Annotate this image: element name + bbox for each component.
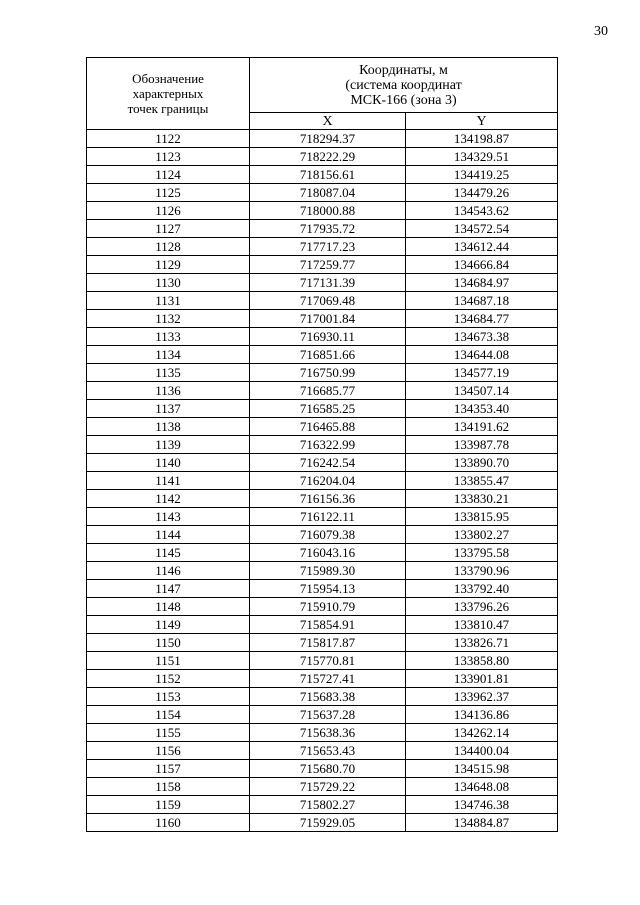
table-row [87,454,558,472]
table-row [87,616,558,634]
x-coordinate-cell: 717717.23 [250,238,406,256]
x-coordinate-cell: 718294.37 [250,130,406,148]
table-row [87,364,558,382]
table-row [87,508,558,526]
table-body [87,130,558,832]
table-row [87,382,558,400]
table-row [87,418,558,436]
y-coordinate-cell: 134572.54 [406,220,558,238]
table-row [87,688,558,706]
x-coordinate-cell: 716156.36 [250,490,406,508]
point-id-cell: 1159 [87,796,250,814]
table-header [87,58,558,130]
coords-header-line: Координаты, м [359,62,448,78]
y-coordinate-cell: 133890.70 [406,454,558,472]
table-row [87,652,558,670]
y-coordinate-cell: 134353.40 [406,400,558,418]
table-row [87,724,558,742]
coords-header-line: МСК-166 (зона 3) [350,92,457,108]
coords-header-line: (система координат [345,77,462,93]
x-coordinate-cell: 717001.84 [250,310,406,328]
x-coordinate-cell: 715929.05 [250,814,406,832]
y-coordinate-cell: 133796.26 [406,598,558,616]
page-number: 30 [594,24,608,39]
x-coordinate-cell: 715802.27 [250,796,406,814]
point-id-cell: 1133 [87,328,250,346]
table-row [87,472,558,490]
x-coordinate-cell: 715683.38 [250,688,406,706]
x-coordinate-cell: 716851.66 [250,346,406,364]
x-coordinate-cell: 715770.81 [250,652,406,670]
y-coordinate-cell: 134687.18 [406,292,558,310]
table-row [87,238,558,256]
point-id-cell: 1146 [87,562,250,580]
x-coordinate-cell: 715727.41 [250,670,406,688]
x-coordinate-cell: 716465.88 [250,418,406,436]
point-id-cell: 1157 [87,760,250,778]
x-coordinate-cell: 718087.04 [250,184,406,202]
point-id-cell: 1130 [87,274,250,292]
y-coordinate-cell: 134884.87 [406,814,558,832]
point-id-cell: 1143 [87,508,250,526]
x-coordinate-cell: 715910.79 [250,598,406,616]
point-id-cell: 1128 [87,238,250,256]
x-coordinate-cell: 716122.11 [250,508,406,526]
x-coordinate-cell: 716079.38 [250,526,406,544]
point-id-cell: 1138 [87,418,250,436]
point-id-cell: 1156 [87,742,250,760]
table-row [87,310,558,328]
point-id-cell: 1160 [87,814,250,832]
table-row [87,436,558,454]
point-id-cell: 1126 [87,202,250,220]
table-row [87,796,558,814]
y-coordinate-cell: 133830.21 [406,490,558,508]
x-coordinate-cell: 715729.22 [250,778,406,796]
point-header-line: характерных [132,86,204,101]
x-coordinate-cell: 715854.91 [250,616,406,634]
table-row [87,256,558,274]
point-id-cell: 1127 [87,220,250,238]
point-id-cell: 1136 [87,382,250,400]
point-id-cell: 1131 [87,292,250,310]
coordinates-group-header [250,58,558,113]
y-coordinate-cell: 134577.19 [406,364,558,382]
point-id-cell: 1134 [87,346,250,364]
x-coordinate-cell: 715680.70 [250,760,406,778]
table-row [87,634,558,652]
point-id-cell: 1140 [87,454,250,472]
x-coordinate-cell: 715817.87 [250,634,406,652]
x-coordinate-cell: 716930.11 [250,328,406,346]
x-coordinate-cell: 716322.99 [250,436,406,454]
point-id-cell: 1155 [87,724,250,742]
point-id-cell: 1154 [87,706,250,724]
y-coordinate-cell: 134612.44 [406,238,558,256]
table-row [87,670,558,688]
y-coordinate-cell: 134746.38 [406,796,558,814]
point-id-cell: 1132 [87,310,250,328]
table-row [87,274,558,292]
table-row [87,598,558,616]
x-coordinate-cell: 717069.48 [250,292,406,310]
table-row [87,346,558,364]
x-coordinate-cell: 715637.28 [250,706,406,724]
point-id-cell: 1152 [87,670,250,688]
x-coordinate-cell: 715653.43 [250,742,406,760]
table-row [87,562,558,580]
y-coordinate-cell: 134684.77 [406,310,558,328]
x-coordinate-cell: 715989.30 [250,562,406,580]
table-row [87,814,558,832]
point-id-cell: 1151 [87,652,250,670]
y-coordinate-cell: 134400.04 [406,742,558,760]
table-row [87,400,558,418]
point-id-cell: 1141 [87,472,250,490]
table-row [87,184,558,202]
y-coordinate-cell: 133855.47 [406,472,558,490]
y-coordinate-cell: 134684.97 [406,274,558,292]
table-row [87,130,558,148]
table-row [87,202,558,220]
x-coordinate-cell: 716685.77 [250,382,406,400]
x-coordinate-cell: 716585.25 [250,400,406,418]
table-row [87,328,558,346]
y-coordinate-cell: 133901.81 [406,670,558,688]
y-coordinate-cell: 133792.40 [406,580,558,598]
x-coordinate-cell: 718156.61 [250,166,406,184]
x-coordinate-cell: 717259.77 [250,256,406,274]
y-coordinate-cell: 133815.95 [406,508,558,526]
x-coordinate-cell: 716242.54 [250,454,406,472]
y-coordinate-cell: 134191.62 [406,418,558,436]
y-coordinate-cell: 134648.08 [406,778,558,796]
point-id-cell: 1123 [87,148,250,166]
header-row-main [87,58,558,113]
point-header-line: точек границы [127,101,209,116]
x-coordinate-cell: 716750.99 [250,364,406,382]
table-row [87,220,558,238]
x-column-header: X [250,113,406,130]
point-id-cell: 1135 [87,364,250,382]
y-coordinate-cell: 134136.86 [406,706,558,724]
point-designation-header [87,58,250,130]
y-coordinate-cell: 133987.78 [406,436,558,454]
table-row [87,166,558,184]
x-coordinate-cell: 718222.29 [250,148,406,166]
point-id-cell: 1125 [87,184,250,202]
point-id-cell: 1147 [87,580,250,598]
y-coordinate-cell: 134507.14 [406,382,558,400]
point-id-cell: 1122 [87,130,250,148]
point-id-cell: 1153 [87,688,250,706]
table-row [87,148,558,166]
table-row [87,742,558,760]
point-id-cell: 1150 [87,634,250,652]
table-row [87,580,558,598]
y-coordinate-cell: 133802.27 [406,526,558,544]
table-row [87,706,558,724]
table-row [87,760,558,778]
x-coordinate-cell: 715638.36 [250,724,406,742]
point-id-cell: 1137 [87,400,250,418]
y-coordinate-cell: 133790.96 [406,562,558,580]
x-coordinate-cell: 718000.88 [250,202,406,220]
x-coordinate-cell: 715954.13 [250,580,406,598]
y-coordinate-cell: 133810.47 [406,616,558,634]
table-row [87,526,558,544]
y-coordinate-cell: 134543.62 [406,202,558,220]
point-id-cell: 1158 [87,778,250,796]
table-row [87,292,558,310]
x-coordinate-cell: 716204.04 [250,472,406,490]
y-column-header: Y [406,113,558,130]
y-coordinate-cell: 133795.58 [406,544,558,562]
y-coordinate-cell: 133826.71 [406,634,558,652]
y-coordinate-cell: 134515.98 [406,760,558,778]
point-header-line: Обозначение [132,71,204,86]
y-coordinate-cell: 134666.84 [406,256,558,274]
coordinates-table [86,57,558,832]
point-id-cell: 1149 [87,616,250,634]
point-id-cell: 1145 [87,544,250,562]
y-coordinate-cell: 134262.14 [406,724,558,742]
point-id-cell: 1124 [87,166,250,184]
y-coordinate-cell: 134673.38 [406,328,558,346]
x-coordinate-cell: 717131.39 [250,274,406,292]
table-row [87,544,558,562]
y-coordinate-cell: 134329.51 [406,148,558,166]
y-coordinate-cell: 134479.26 [406,184,558,202]
point-id-cell: 1139 [87,436,250,454]
point-id-cell: 1129 [87,256,250,274]
y-coordinate-cell: 134198.87 [406,130,558,148]
point-id-cell: 1148 [87,598,250,616]
point-id-cell: 1142 [87,490,250,508]
table-row [87,778,558,796]
y-coordinate-cell: 133962.37 [406,688,558,706]
point-id-cell: 1144 [87,526,250,544]
x-coordinate-cell: 717935.72 [250,220,406,238]
y-coordinate-cell: 134644.08 [406,346,558,364]
x-coordinate-cell: 716043.16 [250,544,406,562]
table-row [87,490,558,508]
y-coordinate-cell: 133858.80 [406,652,558,670]
y-coordinate-cell: 134419.25 [406,166,558,184]
